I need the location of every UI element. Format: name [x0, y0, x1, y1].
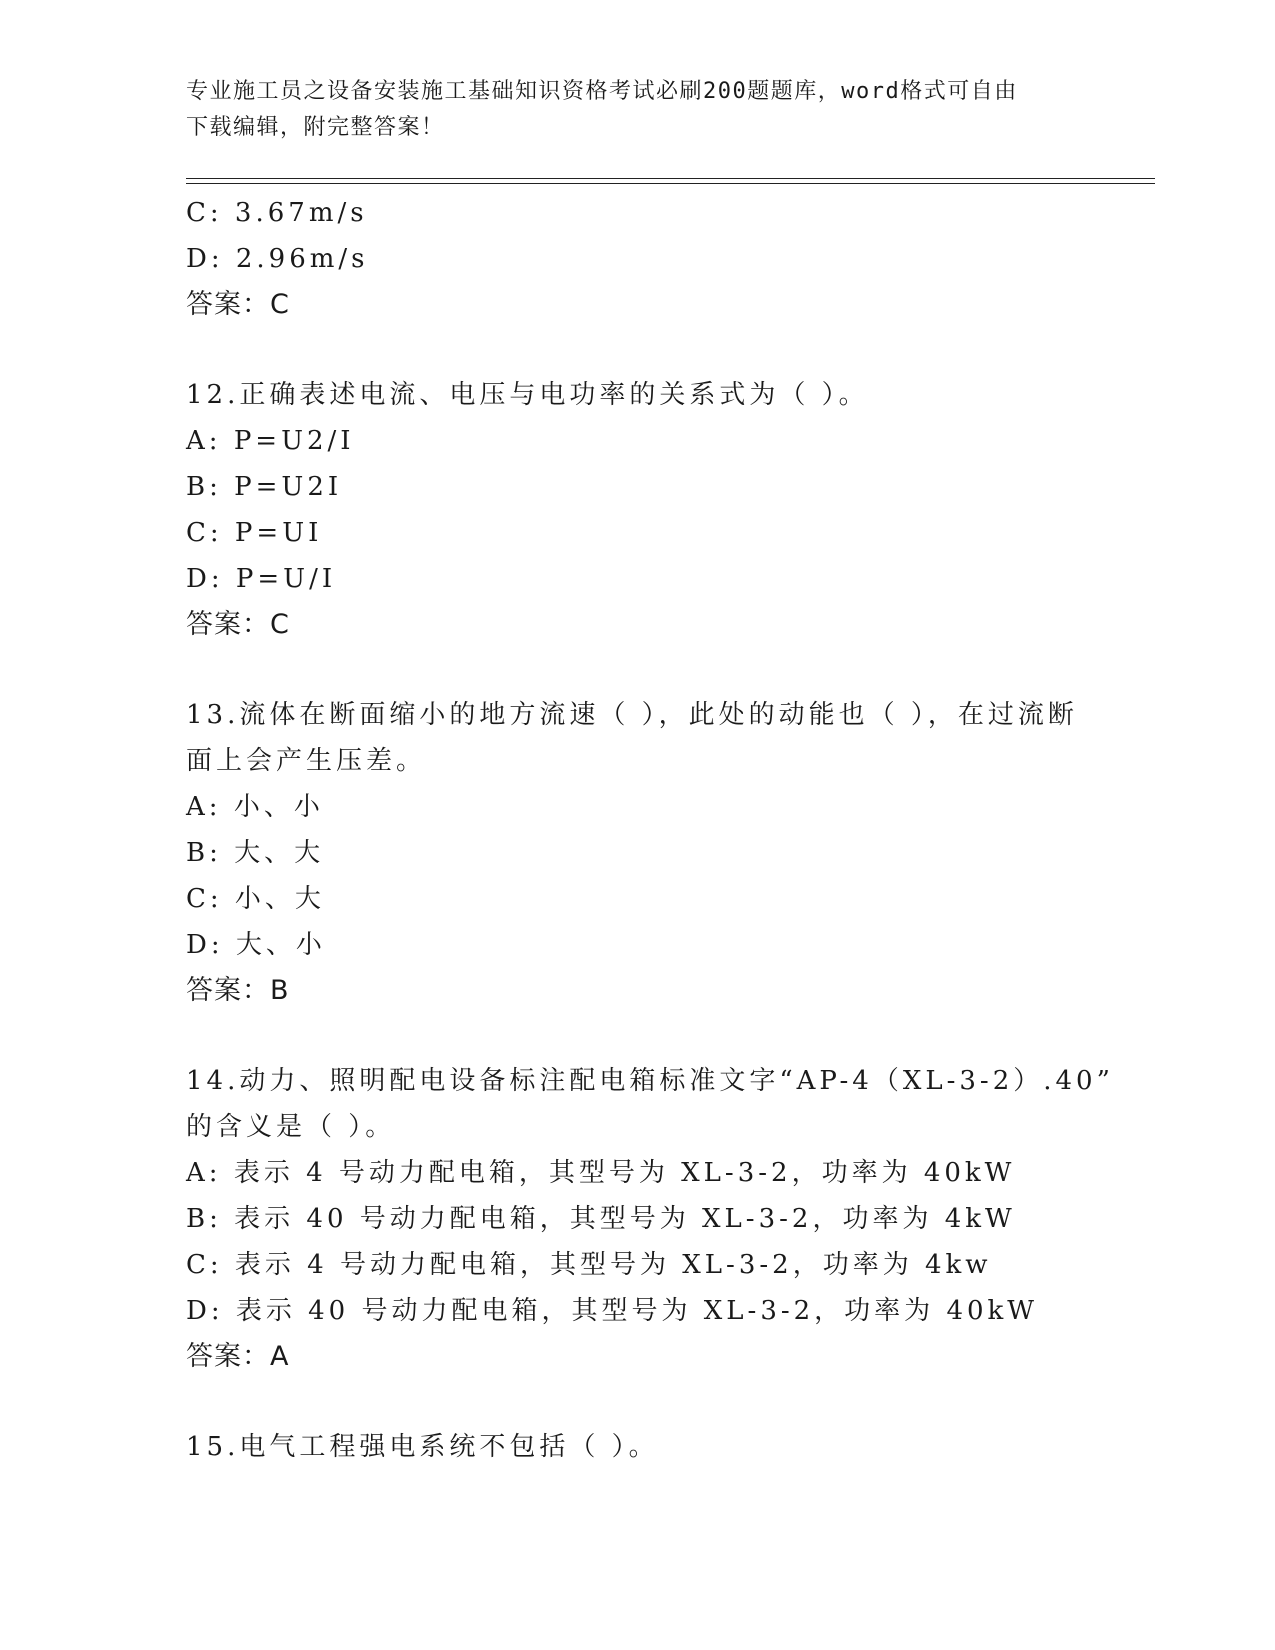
answer-line: 答案：A	[186, 1341, 290, 1372]
question-13-stem-cont: 面上会产生压差。	[186, 746, 427, 776]
header-rule-top	[186, 178, 1155, 179]
answer-line: 答案：B	[186, 975, 290, 1006]
question-15-stem: 15.电气工程强电系统不包括（ ）。	[186, 1432, 659, 1462]
option-a: A: 表示 4 号动力配电箱，其型号为 XL-3-2，功率为 40kW	[186, 1158, 1016, 1188]
option-c: C: 表示 4 号动力配电箱，其型号为 XL-3-2，功率为 4kw	[186, 1250, 992, 1280]
option-b: B: P=U2I	[186, 472, 343, 502]
option-d: D: 2.96m/s	[186, 244, 369, 274]
answer-line: 答案：C	[186, 289, 290, 320]
option-c: C: P=UI	[186, 518, 323, 548]
header-line-2: 下载编辑，附完整答案！	[186, 115, 445, 140]
question-list	[186, 190, 1114, 1470]
option-a: A: P=U2/I	[186, 426, 355, 456]
option-d: D: 表示 40 号动力配电箱，其型号为 XL-3-2，功率为 40kW	[186, 1296, 1039, 1326]
option-a: A: 小、小	[186, 792, 324, 822]
answer-line: 答案：C	[186, 609, 290, 640]
question-12-stem: 12.正确表述电流、电压与电功率的关系式为（ ）。	[186, 380, 869, 410]
option-b: B: 大、大	[186, 838, 325, 868]
option-b: B: 表示 40 号动力配电箱，其型号为 XL-3-2，功率为 4kW	[186, 1204, 1016, 1234]
option-c: C: 小、大	[186, 884, 325, 914]
question-14-stem-cont: 的含义是（ ）。	[186, 1112, 396, 1142]
option-d: D: P=U/I	[186, 564, 337, 594]
option-d: D: 大、小	[186, 930, 326, 960]
option-c: C: 3.67m/s	[186, 198, 368, 228]
header-rule-bottom	[186, 183, 1155, 184]
document-header	[186, 74, 1086, 146]
question-13-stem: 13.流体在断面缩小的地方流速（ ），此处的动能也（ ），在过流断	[186, 700, 1078, 730]
header-line-1: 专业施工员之设备安装施工基础知识资格考试必刷200题题库，word格式可自由	[186, 79, 1018, 104]
question-14-stem: 14.动力、照明配电设备标注配电箱标准文字“AP-4（XL-3-2）.40”	[186, 1066, 1114, 1096]
